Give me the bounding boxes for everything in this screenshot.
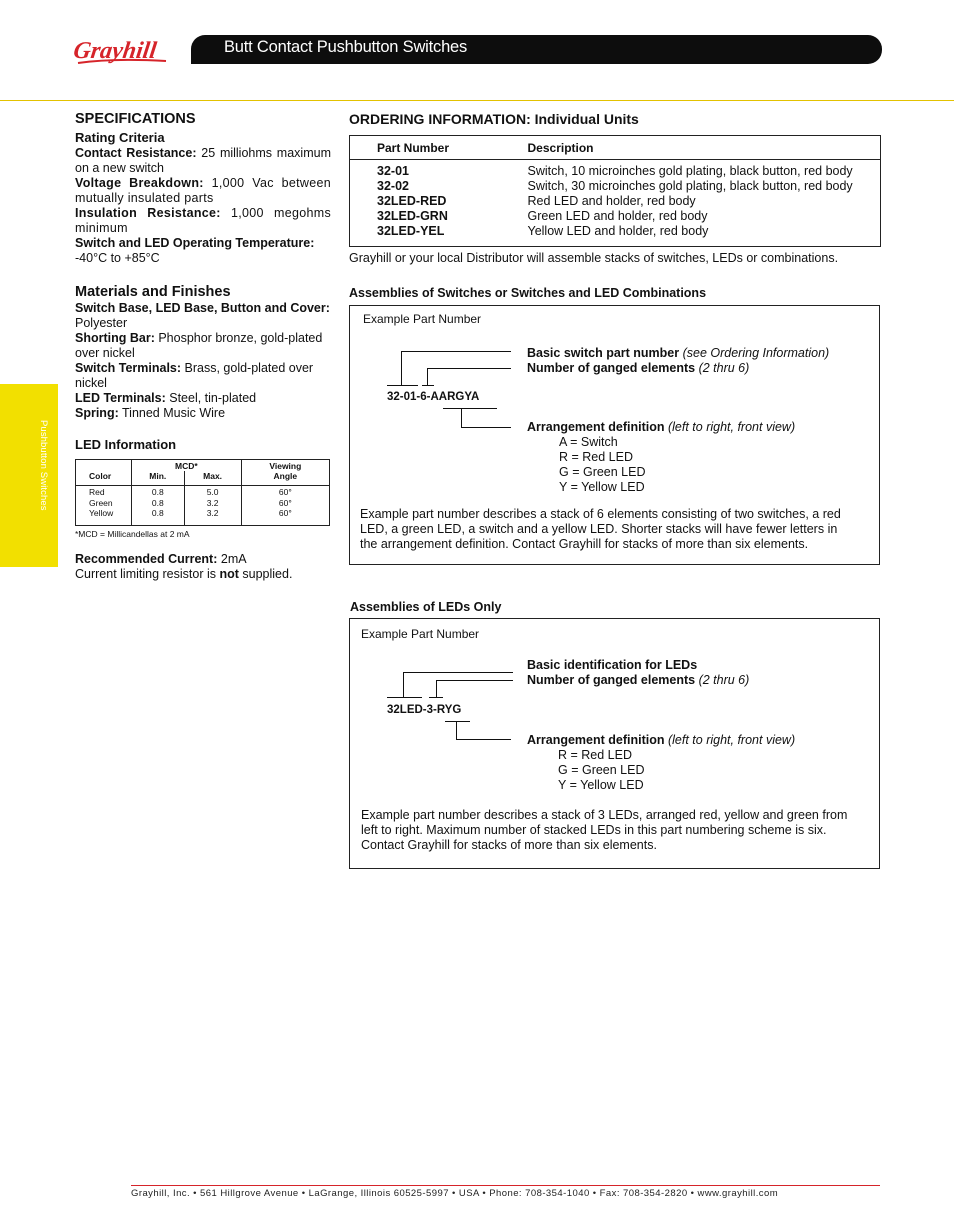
contact-resistance-value: 25 milliohms maximum on a new switch — [75, 146, 331, 175]
shorting-bar-label: Shorting Bar: — [75, 331, 155, 345]
led-table-header-mcd: MCD* — [132, 460, 242, 472]
part-number-cell: 32LED-GRN — [377, 209, 448, 223]
shorting-bar-value: Phosphor bronze, gold-plated over nickel — [75, 331, 323, 360]
led-color-cell: Yellow — [89, 508, 114, 518]
insulation-resistance-label: Insulation Resistance: — [75, 206, 221, 220]
arrangement-label — [527, 420, 795, 435]
materials-heading: Materials and Finishes — [75, 284, 231, 300]
code-switch: A = Switch — [559, 435, 618, 449]
connector-line — [456, 739, 511, 740]
grayhill-logo — [74, 34, 174, 68]
led-terminals-value: Steel, tin-plated — [165, 391, 257, 405]
led-angle-cell: 60° — [241, 498, 329, 509]
contact-resistance-label: Contact Resistance: — [75, 146, 197, 160]
led-table-header-color: Color — [76, 471, 132, 486]
ordering-column — [349, 110, 881, 266]
connector-line — [427, 368, 511, 369]
led-min-cell: 0.8 — [132, 486, 185, 498]
table-row — [76, 498, 330, 509]
connector-line — [401, 351, 511, 352]
basic-switch-label-note: (see Ordering Information) — [679, 346, 830, 360]
shorting-bar-spec — [75, 331, 331, 361]
connector-line — [422, 385, 434, 386]
led-angle-cell: 60° — [241, 508, 329, 525]
led-code-green: G = Green LED — [558, 763, 645, 777]
code-red-led: R = Red LED — [559, 450, 633, 464]
voltage-breakdown-spec — [75, 176, 331, 206]
specifications-column — [75, 110, 331, 582]
table-row — [76, 508, 330, 525]
part-number-cell: 32LED-YEL — [377, 224, 445, 238]
led-max-cell: 5.0 — [184, 486, 241, 498]
led-table-header-angle: Angle — [241, 471, 329, 486]
recommended-current — [75, 552, 331, 567]
led-code-red: R = Red LED — [558, 748, 632, 762]
connector-line — [445, 721, 470, 722]
ganged-elements-label — [527, 361, 749, 376]
description-cell: Yellow LED and holder, red body — [527, 224, 709, 238]
connector-line — [403, 672, 404, 697]
connector-line — [456, 722, 457, 739]
recommended-current-value: 2mA — [217, 551, 247, 566]
led-max-cell: 3.2 — [184, 508, 241, 525]
table-row — [350, 224, 881, 247]
page-title-bar — [191, 35, 882, 64]
led-assemblies-heading: Assemblies of LEDs Only — [350, 600, 502, 614]
led-terminals-label: LED Terminals: — [75, 391, 166, 405]
led-min-cell: 0.8 — [132, 508, 185, 525]
header-divider — [0, 100, 954, 101]
led-ganged-label-note: (2 thru 6) — [695, 673, 750, 687]
led-table-header-max: Max. — [184, 471, 241, 486]
led-example-label: Example Part Number — [361, 627, 480, 641]
rating-criteria-heading: Rating Criteria — [75, 130, 165, 145]
connector-line — [436, 680, 513, 681]
switch-assemblies-box — [349, 305, 880, 565]
page-title: Butt Contact Pushbutton Switches — [224, 38, 468, 56]
table-row — [350, 179, 881, 194]
led-table-header-viewing: Viewing — [241, 460, 329, 472]
base-material-label: Switch Base, LED Base, Button and Cover: — [75, 301, 330, 315]
resistor-note — [75, 567, 331, 582]
basic-led-label: Basic identification for LEDs — [527, 658, 698, 672]
connector-line — [387, 697, 422, 698]
basic-switch-label — [527, 346, 829, 361]
ganged-elements-label-bold: Number of ganged elements — [527, 361, 696, 375]
specifications-heading: SPECIFICATIONS — [75, 111, 196, 127]
led-terminals-spec — [75, 391, 331, 406]
description-cell: Green LED and holder, red body — [527, 209, 708, 223]
insulation-resistance-value: 1,000 megohms minimum — [75, 206, 331, 235]
part-number-cell: 32LED-RED — [377, 194, 447, 208]
led-color-cell: Green — [89, 497, 113, 508]
ganged-elements-label-note: (2 thru 6) — [695, 361, 750, 375]
led-ganged-elements-label — [527, 673, 749, 688]
side-tab-label: Pushbutton Switches — [38, 420, 49, 511]
connector-line — [427, 368, 428, 386]
led-info-heading: LED Information — [75, 437, 177, 452]
connector-line — [401, 351, 402, 386]
connector-line — [403, 672, 513, 673]
description-cell: Switch, 10 microinches gold plating, black button, red body — [527, 164, 853, 178]
led-info-table — [75, 459, 330, 526]
section-side-tab — [0, 384, 58, 567]
example-part-number: 32-01-6-AARGYA — [387, 391, 480, 403]
led-color-cell: Red — [89, 487, 105, 497]
ordering-note: Grayhill or your local Distributor will assemble stacks of switches, LEDs or combinations. — [349, 251, 839, 265]
led-table-header-min: Min. — [132, 471, 185, 486]
led-ganged-label-bold: Number of ganged elements — [527, 673, 696, 687]
switch-example-label: Example Part Number — [363, 312, 482, 326]
svg-text:Grayhill: Grayhill — [74, 38, 159, 64]
resistor-note-post: supplied. — [238, 566, 293, 581]
base-material-value: Polyester — [75, 316, 128, 330]
connector-line — [429, 697, 443, 698]
led-arrangement-label — [527, 733, 795, 748]
mcd-footnote: *MCD = Millicandellas at 2 mA — [75, 528, 190, 539]
led-min-cell: 0.8 — [132, 498, 185, 509]
code-green-led: G = Green LED — [559, 465, 646, 479]
resistor-note-pre: Current limiting resistor is — [75, 566, 220, 581]
arrangement-label-bold: Arrangement definition — [527, 420, 665, 434]
footer-divider — [131, 1185, 880, 1186]
operating-temperature-label: Switch and LED Operating Temperature: — [75, 236, 315, 250]
description-cell: Red LED and holder, red body — [527, 194, 696, 208]
arrangement-label-note: (left to right, front view) — [664, 420, 796, 434]
part-number-cell: 32-01 — [377, 164, 409, 178]
connector-line — [387, 385, 418, 386]
ordering-table — [349, 135, 881, 247]
spring-spec — [75, 406, 331, 421]
recommended-current-label: Recommended Current: — [75, 551, 218, 566]
insulation-resistance-spec — [75, 206, 331, 236]
operating-temperature-value: -40°C to +85°C — [75, 251, 160, 265]
table-row — [350, 209, 881, 224]
led-angle-cell: 60° — [241, 486, 329, 498]
switch-terminals-value: Brass, gold-plated over nickel — [75, 361, 314, 390]
table-row — [76, 486, 330, 498]
connector-line — [436, 680, 437, 697]
led-arrangement-label-note: (left to right, front view) — [664, 733, 796, 747]
led-table-header-spacer — [76, 460, 132, 472]
voltage-breakdown-value: 1,000 Vac between mutually insulated parts — [75, 176, 331, 205]
connector-line — [461, 427, 511, 428]
spring-value: Tinned Music Wire — [118, 406, 226, 420]
voltage-breakdown-label: Voltage Breakdown: — [75, 176, 204, 190]
switch-terminals-label: Switch Terminals: — [75, 361, 182, 375]
switch-terminals-spec — [75, 361, 331, 391]
connector-line — [461, 409, 462, 427]
ordering-header-description: Description — [528, 136, 881, 160]
ordering-heading: ORDERING INFORMATION: Individual Units — [349, 111, 639, 127]
description-cell: Switch, 30 microinches gold plating, black button, red body — [527, 179, 853, 193]
led-assemblies-box — [349, 618, 880, 869]
connector-line — [443, 408, 497, 409]
led-example-part-number: 32LED-3-RYG — [387, 704, 462, 716]
code-yellow-led: Y = Yellow LED — [559, 480, 645, 494]
led-arrangement-label-bold: Arrangement definition — [527, 733, 665, 747]
contact-resistance-spec — [75, 146, 331, 176]
spring-label: Spring: — [75, 406, 119, 420]
led-example-description: Example part number describes a stack of 3 LEDs, arranged red, yellow and green from left to right. Maximum number of stacked LEDs in this part numbering scheme is six. Contact Grayhill for stacks of more than six elements. — [361, 808, 848, 852]
led-max-cell: 3.2 — [184, 498, 241, 509]
resistor-note-emphasis: not — [219, 566, 239, 581]
table-row — [350, 160, 881, 180]
switch-assemblies-heading: Assemblies of Switches or Switches and LED Combinations — [349, 286, 707, 300]
switch-example-description: Example part number describes a stack of 6 elements consisting of two switches, a red LED, a green LED, a switch and a yellow LED. Shorter stacks will have fewer letters in the arrangement definition. Contact Grayhill for stacks of more than six elements. — [360, 507, 841, 551]
table-row — [350, 194, 881, 209]
part-number-cell: 32-02 — [377, 179, 409, 193]
led-code-yellow: Y = Yellow LED — [558, 778, 644, 792]
basic-switch-label-bold: Basic switch part number — [527, 346, 680, 360]
footer-contact: Grayhill, Inc. • 561 Hillgrove Avenue • LaGrange, Illinois 60525-5997 • USA • Phone: 708-354-1040 • Fax: 708-354-2820 • www.grayhill.com — [131, 1188, 779, 1199]
ordering-header-part: Part Number — [350, 136, 528, 160]
